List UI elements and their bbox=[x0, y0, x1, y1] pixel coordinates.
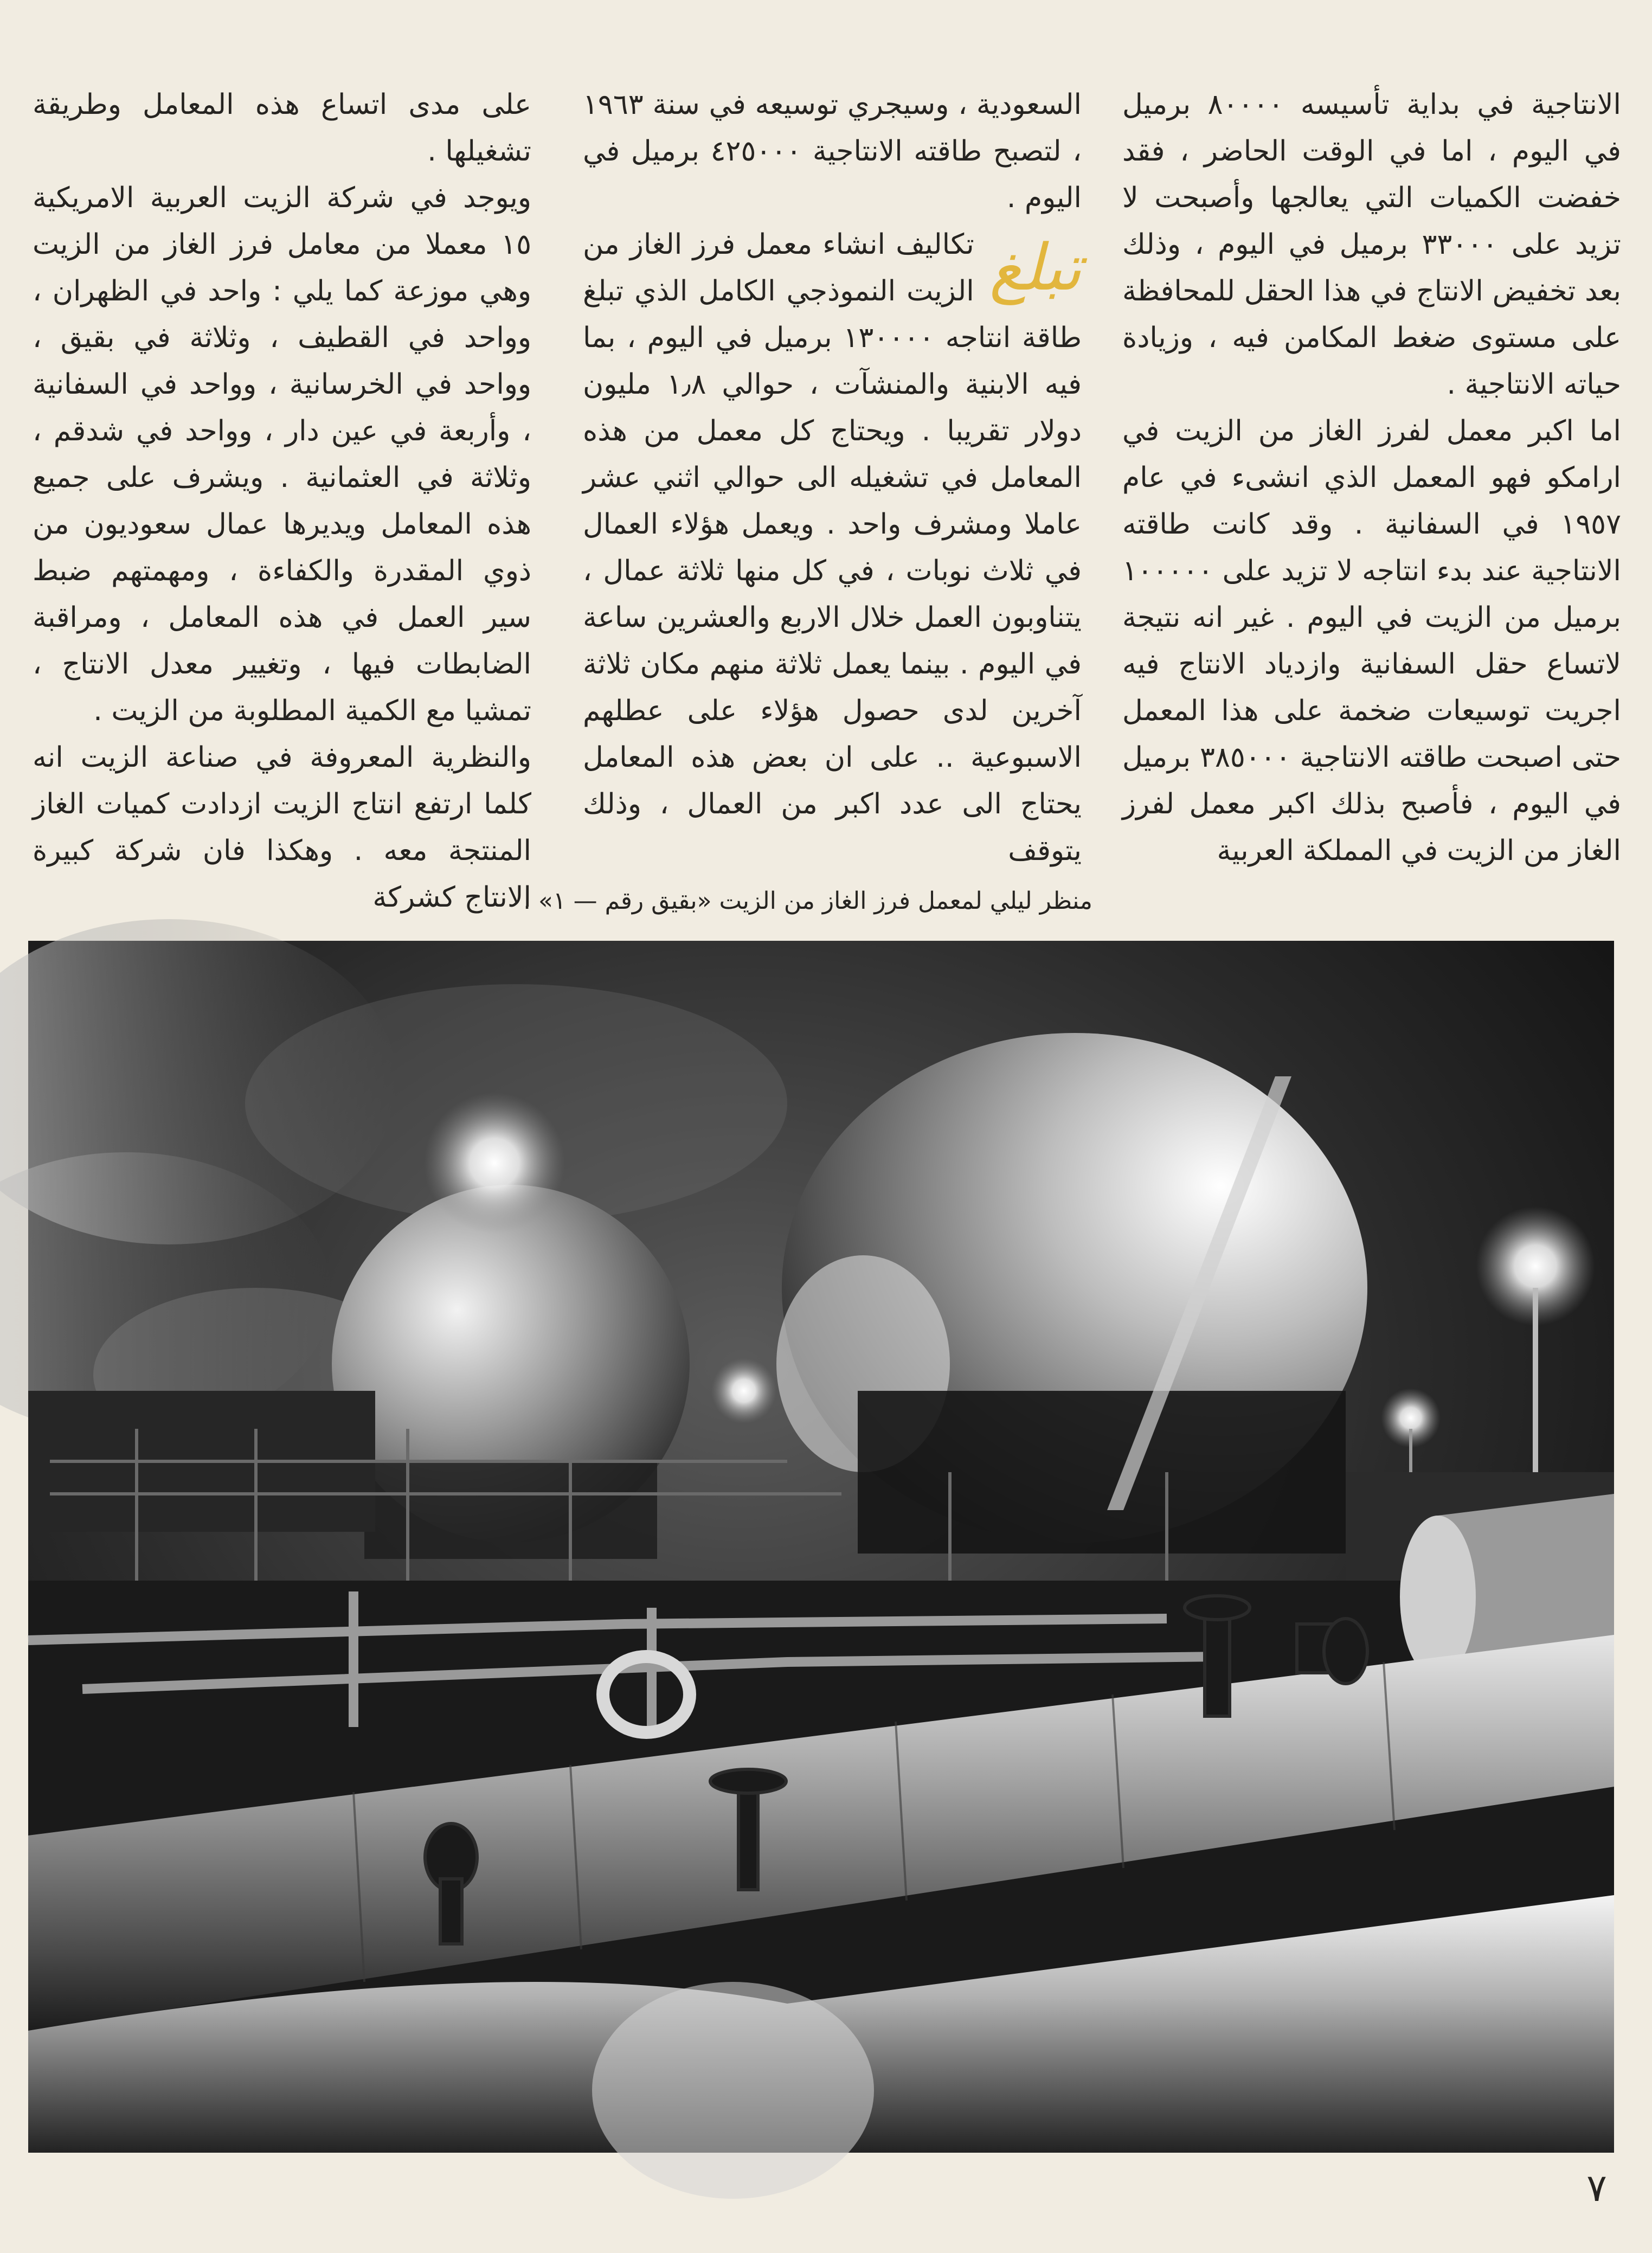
drop-kicker: تبلغ bbox=[989, 230, 1082, 305]
page-number: ٧ bbox=[1586, 2166, 1607, 2210]
paragraph: والنظرية المعروفة في صناعة الزيت انه كلما ارتفع انتاج الزيت ازدادت كميات الغاز المنتجة معه . وهكذا فان شركة كبيرة الانتاج كشركة bbox=[33, 741, 531, 914]
paragraph: الانتاجية في بداية تأسيسه ٨٠٠٠٠ برميل في اليوم ، اما في الوقت الحاضر ، فقد خفضت الكميات التي يعالجها وأصبحت لا تزيد على ٣٣٠٠٠ برميل في اليوم ، وذلك بعد تخفيض الانتاج في هذا الحقل للمحافظة على مستوى ضغط المكامن فيه ، وزيادة حياته الانتاجية . bbox=[1122, 88, 1622, 401]
photo-gas-plant-night bbox=[28, 941, 1614, 2153]
text-column-middle bbox=[583, 81, 1082, 867]
paragraph: تكاليف انشاء معمل فرز الغاز من الزيت النموذجي الكامل الذي تبلغ طاقة انتاجه ١٣٠٠٠٠ برميل في اليوم ، بما فيه الابنية والمنشآت ، حوالي ١٫٨ مليون دولار تقريبا . ويحتاج كل معمل من هذه المعامل في تشغيله الى حوالي اثني عشر عاملا ومشرف واحد . ويعمل هؤلاء العمال في ثلاث نوبات ، في كل منها ثلاثة عمال ، يتناوبون العمل خلال الاربع والعشرين ساعة في اليوم . بينما يعمل ثلاثة منهم مكان ثلاثة آخرين لدى حصول هؤلاء على عطلهم الاسبوعية .. على ان بعض هذه المعامل يحتاج الى عدد اكبر من العمال ، وذلك يتوقف bbox=[583, 228, 1082, 867]
paragraph: اما اكبر معمل لفرز الغاز من الزيت في ارامكو فهو المعمل الذي انشىء في عام ١٩٥٧ في السفانية . وقد كانت طاقته الانتاجية عند بدء انتاجه لا تزيد على ١٠٠٠٠٠ برميل من الزيت في اليوم . غير انه نتيجة لاتساع حقل السفانية وازدياد الانتاج فيه اجريت توسيعات ضخمة على هذا المعمل حتى اصبحت طاقته الانتاجية ٣٨٥٠٠٠ برميل في اليوم ، فأصبح بذلك اكبر معمل لفرز الغاز من الزيت في المملكة العربية bbox=[1122, 415, 1621, 867]
photo-illustration bbox=[28, 941, 1614, 2153]
paragraph: السعودية ، وسيجري توسيعه في سنة ١٩٦٣ ، لتصبح طاقته الانتاجية ٤٢٥٠٠٠ برميل في اليوم . bbox=[583, 88, 1082, 214]
paragraph: على مدى اتساع هذه المعامل وطريقة تشغيلها . bbox=[33, 88, 531, 168]
text-column-right bbox=[1122, 81, 1622, 867]
text-column-left bbox=[33, 81, 531, 914]
paragraph: ويوجد في شركة الزيت العربية الامريكية ١٥ معملا من معامل فرز الغاز من الزيت وهي موزعة كما يلي : واحد في الظهران ، وواحد في القطيف ، وثلاثة في بقيق ، وواحد في الخرسانية ، وواحد في السفانية ، وأربعة في عين دار ، وواحد في شدقم ، وثلاثة في العثمانية . ويشرف على جميع هذه المعامل ويديرها عمال سعوديون من ذوي المقدرة والكفاءة ، ومهمتهم ضبط سير العمل في هذه المعامل ، ومراقبة الضابطات فيها ، وتغيير معدل الانتاج ، تمشيا مع الكمية المطلوبة من الزيت . bbox=[33, 182, 531, 727]
photo-caption: منظر ليلي لمعمل فرز الغاز من الزيت «بقيق رقم — ١» . bbox=[523, 887, 1092, 915]
